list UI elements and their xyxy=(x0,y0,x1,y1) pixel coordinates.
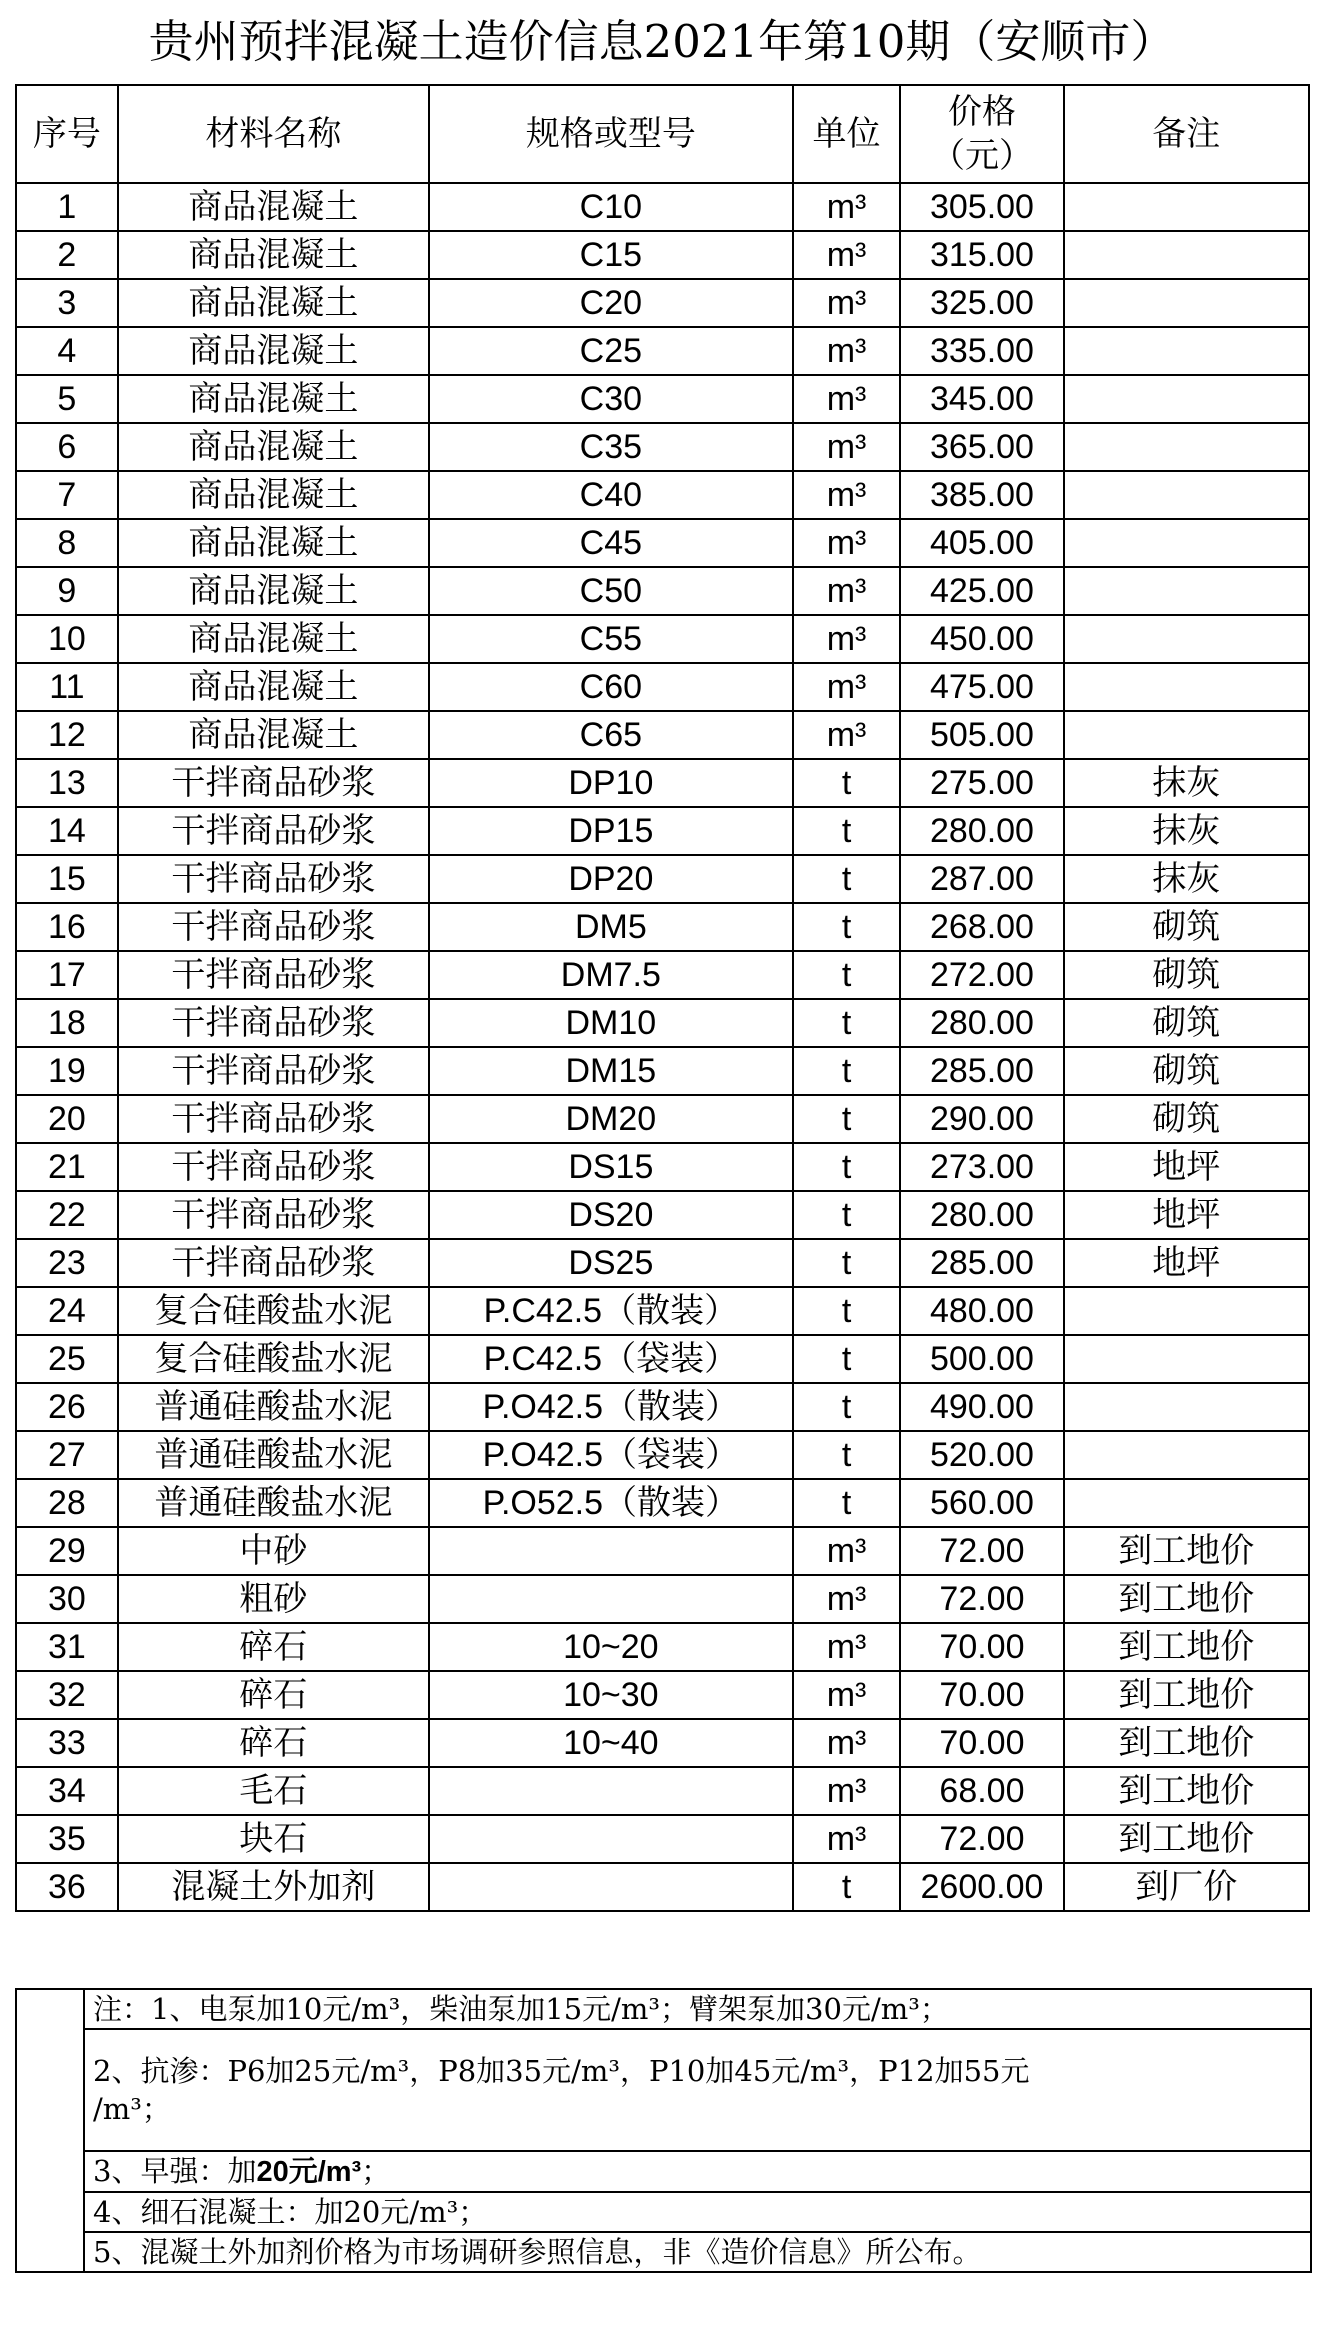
cell-price: 315.00 xyxy=(900,231,1063,279)
table-row xyxy=(16,903,1309,951)
cell-price: 280.00 xyxy=(900,1191,1063,1239)
cell-spec: P.O42.5（袋装） xyxy=(429,1431,793,1479)
cell-unit: m³ xyxy=(793,327,901,375)
header-price-line2: （元） xyxy=(930,136,1033,176)
cell-name: 粗砂 xyxy=(118,1575,429,1623)
cell-spec: C60 xyxy=(429,663,793,711)
cell-name: 碎石 xyxy=(118,1719,429,1767)
cell-seq: 8 xyxy=(16,519,118,567)
cell-price: 345.00 xyxy=(900,375,1063,423)
cell-name: 复合硅酸盐水泥 xyxy=(118,1287,429,1335)
table-row xyxy=(16,1527,1309,1575)
cell-spec: DM15 xyxy=(429,1047,793,1095)
note-row xyxy=(16,2192,1311,2232)
cell-unit: t xyxy=(793,1335,901,1383)
cell-spec: C55 xyxy=(429,615,793,663)
cell-spec xyxy=(429,1767,793,1815)
cell-unit: t xyxy=(793,1383,901,1431)
note-5: 5、混凝土外加剂价格为市场调研参照信息，非《造价信息》所公布。 xyxy=(84,2232,1311,2272)
cell-note: 地坪 xyxy=(1064,1143,1309,1191)
table-row xyxy=(16,663,1309,711)
cell-seq: 32 xyxy=(16,1671,118,1719)
cell-name: 商品混凝土 xyxy=(118,375,429,423)
cell-spec: DS20 xyxy=(429,1191,793,1239)
cell-name: 复合硅酸盐水泥 xyxy=(118,1335,429,1383)
cell-spec: DM5 xyxy=(429,903,793,951)
cell-name: 碎石 xyxy=(118,1623,429,1671)
cell-note: 砌筑 xyxy=(1064,1047,1309,1095)
cell-seq: 31 xyxy=(16,1623,118,1671)
cell-seq: 4 xyxy=(16,327,118,375)
cell-spec: C15 xyxy=(429,231,793,279)
cell-unit: t xyxy=(793,999,901,1047)
cell-name: 普通硅酸盐水泥 xyxy=(118,1479,429,1527)
cell-seq: 21 xyxy=(16,1143,118,1191)
cell-price: 520.00 xyxy=(900,1431,1063,1479)
cell-name: 干拌商品砂浆 xyxy=(118,903,429,951)
cell-name: 干拌商品砂浆 xyxy=(118,855,429,903)
cell-unit: t xyxy=(793,1191,901,1239)
cell-price: 280.00 xyxy=(900,999,1063,1047)
cell-unit: m³ xyxy=(793,519,901,567)
cell-spec: DP20 xyxy=(429,855,793,903)
cell-spec: DP15 xyxy=(429,807,793,855)
cell-unit: t xyxy=(793,1239,901,1287)
table-row xyxy=(16,1479,1309,1527)
cell-name: 干拌商品砂浆 xyxy=(118,951,429,999)
cell-name: 毛石 xyxy=(118,1767,429,1815)
table-row xyxy=(16,855,1309,903)
note-2 xyxy=(84,2029,1311,2151)
cell-seq: 25 xyxy=(16,1335,118,1383)
cell-price: 70.00 xyxy=(900,1719,1063,1767)
cell-unit: m³ xyxy=(793,375,901,423)
cell-price: 70.00 xyxy=(900,1671,1063,1719)
cell-price: 560.00 xyxy=(900,1479,1063,1527)
table-row xyxy=(16,1767,1309,1815)
cell-seq: 19 xyxy=(16,1047,118,1095)
table-row xyxy=(16,279,1309,327)
cell-seq: 33 xyxy=(16,1719,118,1767)
cell-note: 到工地价 xyxy=(1064,1767,1309,1815)
cell-note xyxy=(1064,183,1309,231)
cell-unit: t xyxy=(793,1095,901,1143)
cell-unit: t xyxy=(793,759,901,807)
cell-note xyxy=(1064,1431,1309,1479)
cell-seq: 34 xyxy=(16,1767,118,1815)
cell-price: 2600.00 xyxy=(900,1863,1063,1911)
cell-spec: C20 xyxy=(429,279,793,327)
cell-seq: 22 xyxy=(16,1191,118,1239)
cell-note: 到厂价 xyxy=(1064,1863,1309,1911)
cell-name: 商品混凝土 xyxy=(118,663,429,711)
cell-note: 地坪 xyxy=(1064,1239,1309,1287)
page-title: 贵州预拌混凝土造价信息2021年第10期（安顺市） xyxy=(148,15,1176,68)
cell-price: 425.00 xyxy=(900,567,1063,615)
table-row xyxy=(16,1719,1309,1767)
cell-spec: C50 xyxy=(429,567,793,615)
header-unit: 单位 xyxy=(793,85,901,183)
cell-name: 商品混凝土 xyxy=(118,327,429,375)
cell-spec: 10~20 xyxy=(429,1623,793,1671)
cell-name: 块石 xyxy=(118,1815,429,1863)
cell-seq: 12 xyxy=(16,711,118,759)
cell-spec: DS15 xyxy=(429,1143,793,1191)
cell-price: 480.00 xyxy=(900,1287,1063,1335)
cell-unit: t xyxy=(793,1863,901,1911)
note-row xyxy=(16,2151,1311,2192)
cell-note xyxy=(1064,375,1309,423)
cell-spec: C65 xyxy=(429,711,793,759)
note-2-line2: /m³； xyxy=(93,2092,171,2126)
cell-name: 干拌商品砂浆 xyxy=(118,1191,429,1239)
cell-name: 干拌商品砂浆 xyxy=(118,999,429,1047)
cell-note xyxy=(1064,423,1309,471)
cell-note xyxy=(1064,327,1309,375)
table-header-row xyxy=(16,85,1309,183)
cell-price: 68.00 xyxy=(900,1767,1063,1815)
cell-note: 到工地价 xyxy=(1064,1527,1309,1575)
cell-unit: m³ xyxy=(793,1575,901,1623)
table-row xyxy=(16,471,1309,519)
table-row xyxy=(16,759,1309,807)
cell-unit: m³ xyxy=(793,183,901,231)
cell-spec: DM10 xyxy=(429,999,793,1047)
cell-note xyxy=(1064,711,1309,759)
cell-price: 285.00 xyxy=(900,1047,1063,1095)
note-1: 注：1、电泵加10元/m³，柴油泵加15元/m³；臂架泵加30元/m³； xyxy=(84,1989,1311,2029)
cell-price: 287.00 xyxy=(900,855,1063,903)
table-row xyxy=(16,1575,1309,1623)
cell-seq: 11 xyxy=(16,663,118,711)
cell-price: 280.00 xyxy=(900,807,1063,855)
cell-unit: t xyxy=(793,1287,901,1335)
cell-price: 275.00 xyxy=(900,759,1063,807)
cell-seq: 14 xyxy=(16,807,118,855)
table-body xyxy=(16,183,1309,1911)
cell-name: 干拌商品砂浆 xyxy=(118,1095,429,1143)
header-price-line1: 价格 xyxy=(947,92,1016,132)
cell-price: 273.00 xyxy=(900,1143,1063,1191)
cell-spec: C10 xyxy=(429,183,793,231)
cell-spec xyxy=(429,1527,793,1575)
table-row xyxy=(16,1047,1309,1095)
cell-price: 285.00 xyxy=(900,1239,1063,1287)
cell-spec: C35 xyxy=(429,423,793,471)
table-row xyxy=(16,1383,1309,1431)
cell-name: 干拌商品砂浆 xyxy=(118,807,429,855)
table-row xyxy=(16,1239,1309,1287)
cell-unit: m³ xyxy=(793,1527,901,1575)
table-row xyxy=(16,231,1309,279)
cell-unit: t xyxy=(793,855,901,903)
cell-note xyxy=(1064,519,1309,567)
cell-name: 混凝土外加剂 xyxy=(118,1863,429,1911)
cell-price: 475.00 xyxy=(900,663,1063,711)
table-row xyxy=(16,1143,1309,1191)
cell-unit: t xyxy=(793,951,901,999)
header-spec: 规格或型号 xyxy=(429,85,793,183)
cell-note xyxy=(1064,1287,1309,1335)
cell-spec: DM7.5 xyxy=(429,951,793,999)
cell-unit: m³ xyxy=(793,1767,901,1815)
cell-unit: m³ xyxy=(793,279,901,327)
cell-price: 290.00 xyxy=(900,1095,1063,1143)
cell-unit: m³ xyxy=(793,615,901,663)
cell-unit: m³ xyxy=(793,711,901,759)
cell-unit: t xyxy=(793,807,901,855)
cell-seq: 24 xyxy=(16,1287,118,1335)
note-row xyxy=(16,1989,1311,2029)
table-row xyxy=(16,1191,1309,1239)
cell-unit: m³ xyxy=(793,663,901,711)
cell-note xyxy=(1064,663,1309,711)
cell-spec: C25 xyxy=(429,327,793,375)
cell-seq: 1 xyxy=(16,183,118,231)
cell-unit: m³ xyxy=(793,1623,901,1671)
cell-price: 505.00 xyxy=(900,711,1063,759)
cell-price: 325.00 xyxy=(900,279,1063,327)
header-seq: 序号 xyxy=(16,85,118,183)
cell-name: 商品混凝土 xyxy=(118,519,429,567)
cell-spec: DM20 xyxy=(429,1095,793,1143)
cell-spec: C45 xyxy=(429,519,793,567)
note-3 xyxy=(84,2151,1311,2192)
cell-spec: C40 xyxy=(429,471,793,519)
cell-note xyxy=(1064,231,1309,279)
cell-seq: 16 xyxy=(16,903,118,951)
cell-unit: t xyxy=(793,1047,901,1095)
cell-spec: P.O52.5（散装） xyxy=(429,1479,793,1527)
cell-price: 72.00 xyxy=(900,1527,1063,1575)
table-row xyxy=(16,375,1309,423)
cell-note: 抹灰 xyxy=(1064,855,1309,903)
table-row xyxy=(16,807,1309,855)
cell-price: 70.00 xyxy=(900,1623,1063,1671)
table-row xyxy=(16,951,1309,999)
cell-seq: 5 xyxy=(16,375,118,423)
table-row xyxy=(16,1671,1309,1719)
note-4: 4、细石混凝土：加20元/m³； xyxy=(84,2192,1311,2232)
table-row xyxy=(16,1431,1309,1479)
cell-seq: 30 xyxy=(16,1575,118,1623)
cell-price: 450.00 xyxy=(900,615,1063,663)
cell-unit: m³ xyxy=(793,231,901,279)
cell-note: 抹灰 xyxy=(1064,759,1309,807)
table-row xyxy=(16,423,1309,471)
note-row xyxy=(16,2232,1311,2272)
cell-name: 商品混凝土 xyxy=(118,615,429,663)
table-row xyxy=(16,567,1309,615)
cell-spec: DP10 xyxy=(429,759,793,807)
cell-name: 商品混凝土 xyxy=(118,567,429,615)
cell-name: 普通硅酸盐水泥 xyxy=(118,1383,429,1431)
cell-note: 到工地价 xyxy=(1064,1815,1309,1863)
cell-note: 砌筑 xyxy=(1064,999,1309,1047)
cell-name: 普通硅酸盐水泥 xyxy=(118,1431,429,1479)
cell-seq: 28 xyxy=(16,1479,118,1527)
cell-seq: 29 xyxy=(16,1527,118,1575)
cell-spec: C30 xyxy=(429,375,793,423)
cell-note: 到工地价 xyxy=(1064,1623,1309,1671)
cell-unit: t xyxy=(793,1479,901,1527)
table-row xyxy=(16,519,1309,567)
cell-price: 72.00 xyxy=(900,1815,1063,1863)
cell-spec xyxy=(429,1863,793,1911)
cell-price: 385.00 xyxy=(900,471,1063,519)
cell-name: 碎石 xyxy=(118,1671,429,1719)
cell-seq: 20 xyxy=(16,1095,118,1143)
cell-spec: P.C42.5（散装） xyxy=(429,1287,793,1335)
table-row xyxy=(16,327,1309,375)
note-3-bold: 20元/m³ xyxy=(256,2156,362,2188)
cell-note xyxy=(1064,471,1309,519)
table-row xyxy=(16,1863,1309,1911)
cell-name: 干拌商品砂浆 xyxy=(118,1047,429,1095)
cell-price: 500.00 xyxy=(900,1335,1063,1383)
cell-seq: 18 xyxy=(16,999,118,1047)
cell-price: 405.00 xyxy=(900,519,1063,567)
cell-seq: 13 xyxy=(16,759,118,807)
cell-unit: t xyxy=(793,903,901,951)
cell-note xyxy=(1064,279,1309,327)
cell-name: 商品混凝土 xyxy=(118,423,429,471)
cell-note: 到工地价 xyxy=(1064,1719,1309,1767)
cell-note: 到工地价 xyxy=(1064,1575,1309,1623)
cell-seq: 15 xyxy=(16,855,118,903)
cell-unit: m³ xyxy=(793,567,901,615)
cell-note: 地坪 xyxy=(1064,1191,1309,1239)
cell-unit: m³ xyxy=(793,1671,901,1719)
cell-seq: 9 xyxy=(16,567,118,615)
cell-unit: m³ xyxy=(793,471,901,519)
cell-name: 干拌商品砂浆 xyxy=(118,1239,429,1287)
cell-seq: 6 xyxy=(16,423,118,471)
header-price xyxy=(900,85,1063,183)
cell-name: 商品混凝土 xyxy=(118,231,429,279)
cell-seq: 26 xyxy=(16,1383,118,1431)
header-name: 材料名称 xyxy=(118,85,429,183)
cell-name: 干拌商品砂浆 xyxy=(118,1143,429,1191)
cell-price: 72.00 xyxy=(900,1575,1063,1623)
table-row xyxy=(16,1095,1309,1143)
cell-spec: 10~40 xyxy=(429,1719,793,1767)
cell-note xyxy=(1064,1383,1309,1431)
cell-seq: 2 xyxy=(16,231,118,279)
cell-name: 商品混凝土 xyxy=(118,183,429,231)
cell-seq: 35 xyxy=(16,1815,118,1863)
cell-unit: t xyxy=(793,1431,901,1479)
cell-price: 305.00 xyxy=(900,183,1063,231)
cell-note xyxy=(1064,567,1309,615)
cell-seq: 3 xyxy=(16,279,118,327)
table-row xyxy=(16,711,1309,759)
cell-note xyxy=(1064,615,1309,663)
table-row xyxy=(16,615,1309,663)
cell-spec xyxy=(429,1815,793,1863)
notes-table xyxy=(15,1988,1312,2273)
cell-seq: 7 xyxy=(16,471,118,519)
cell-note: 砌筑 xyxy=(1064,951,1309,999)
cell-spec xyxy=(429,1575,793,1623)
table-row xyxy=(16,1623,1309,1671)
price-table xyxy=(15,84,1310,1912)
cell-seq: 36 xyxy=(16,1863,118,1911)
table-row xyxy=(16,999,1309,1047)
cell-seq: 10 xyxy=(16,615,118,663)
note-3-prefix: 3、早强：加 xyxy=(93,2154,257,2188)
note-2-line1: 2、抗渗：P6加25元/m³，P8加35元/m³，P10加45元/m³，P12加55元 xyxy=(93,2054,1030,2088)
table-row xyxy=(16,183,1309,231)
cell-note xyxy=(1064,1479,1309,1527)
cell-price: 490.00 xyxy=(900,1383,1063,1431)
header-note: 备注 xyxy=(1064,85,1309,183)
cell-name: 干拌商品砂浆 xyxy=(118,759,429,807)
cell-seq: 23 xyxy=(16,1239,118,1287)
cell-note: 抹灰 xyxy=(1064,807,1309,855)
cell-unit: m³ xyxy=(793,1815,901,1863)
cell-price: 365.00 xyxy=(900,423,1063,471)
cell-price: 335.00 xyxy=(900,327,1063,375)
note-3-suffix: ； xyxy=(361,2154,391,2188)
cell-spec: P.C42.5（袋装） xyxy=(429,1335,793,1383)
note-row xyxy=(16,2029,1311,2151)
cell-spec: P.O42.5（散装） xyxy=(429,1383,793,1431)
cell-note: 到工地价 xyxy=(1064,1671,1309,1719)
cell-unit: m³ xyxy=(793,423,901,471)
table-row xyxy=(16,1335,1309,1383)
cell-unit: m³ xyxy=(793,1719,901,1767)
notes-blank-cell xyxy=(16,1989,84,2272)
table-row xyxy=(16,1815,1309,1863)
cell-spec: 10~30 xyxy=(429,1671,793,1719)
cell-name: 中砂 xyxy=(118,1527,429,1575)
cell-unit: t xyxy=(793,1143,901,1191)
cell-name: 商品混凝土 xyxy=(118,711,429,759)
cell-price: 272.00 xyxy=(900,951,1063,999)
cell-seq: 27 xyxy=(16,1431,118,1479)
cell-price: 268.00 xyxy=(900,903,1063,951)
cell-seq: 17 xyxy=(16,951,118,999)
cell-spec: DS25 xyxy=(429,1239,793,1287)
cell-name: 商品混凝土 xyxy=(118,279,429,327)
cell-note: 砌筑 xyxy=(1064,903,1309,951)
cell-name: 商品混凝土 xyxy=(118,471,429,519)
cell-note: 砌筑 xyxy=(1064,1095,1309,1143)
cell-note xyxy=(1064,1335,1309,1383)
table-row xyxy=(16,1287,1309,1335)
